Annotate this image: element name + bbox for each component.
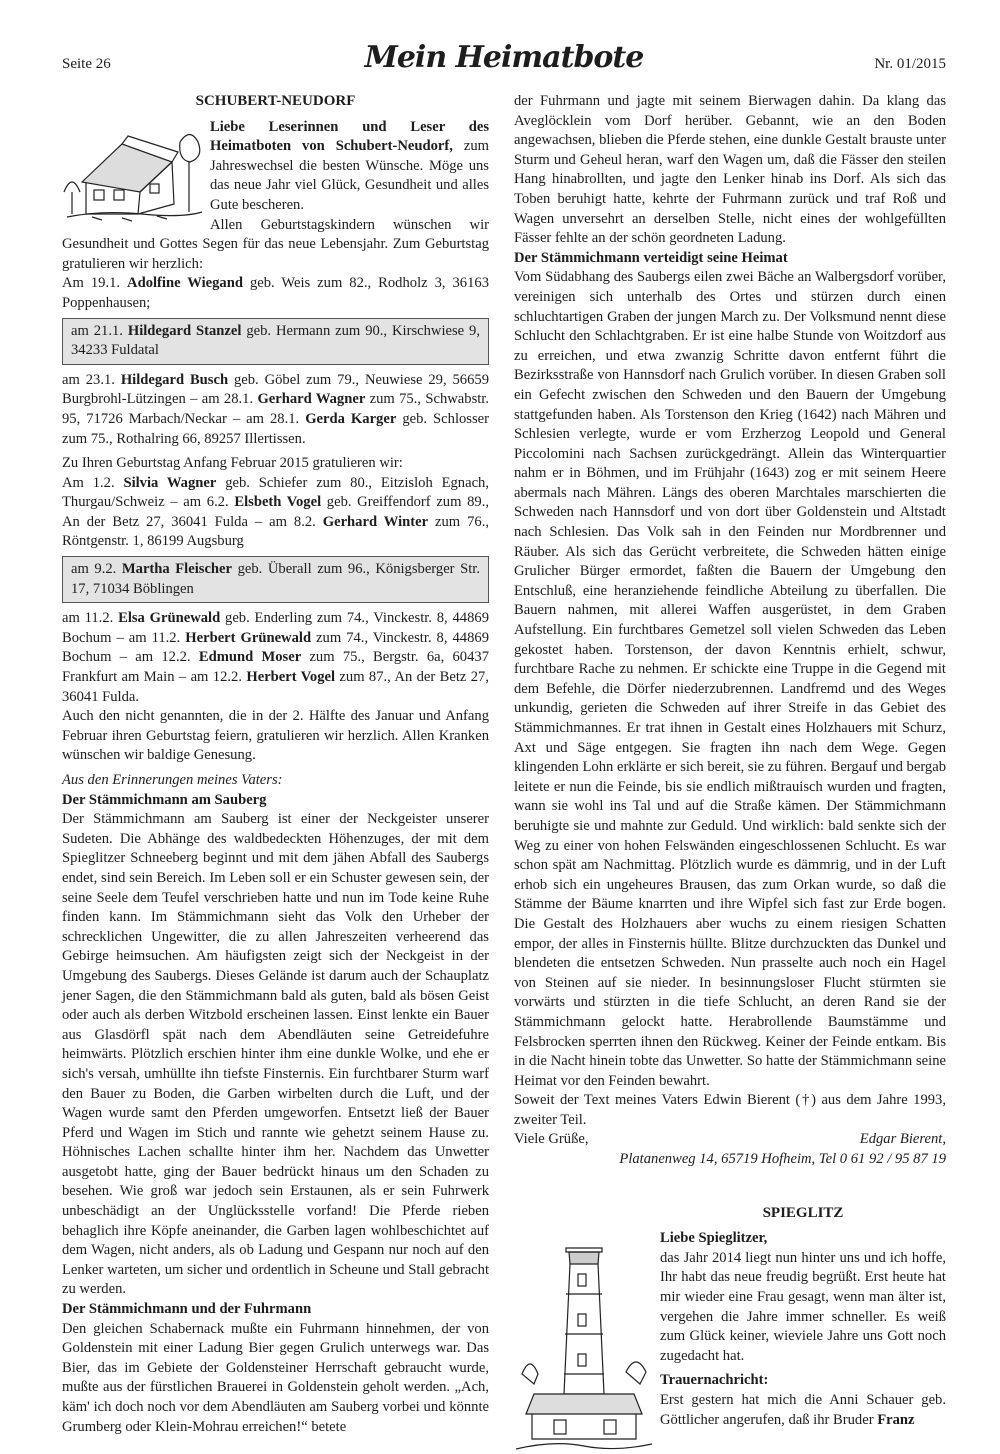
obituary-heading: Trauernachricht: [660,1372,769,1389]
author-address: Platanenweg 14, 65719 Hofheim, Tel 0 61 92 / 95 87 19 [619,1151,946,1168]
birthday-entry: Am 1.2. Silvia Wagner geb. Schiefer zum 80., Eitzisloh Egnach, Thurgau/Schweiz – am 6.2. Elsbeth Vogel geb. Greiffendorf zum 89., An der Betz 27, 36041 Fulda – am 8.2. Gerhard Winter zum 76., Röntgenstr. 1, 86199 Augsburg [62,474,490,550]
signature-line [514,1130,946,1150]
birthday-intro: Allen Geburtstagskindern wünschen wir Gesundheit und Gottes Segen für das neue Lebensjahr. Zum Geburtstag gratulieren wir herzlich: [62,216,489,272]
highlight-box-birthday: am 9.2. Martha Fleischer geb. Überall zum 96., Königsberger Str. 17, 71034 Böblingen [62,556,489,603]
closing-wishes: Auch den nicht genannten, die in der 2. Hälfte des Januar und Anfang Februar ihren Geburtstag feiern, gratulieren wir herzlich. Allen Kranken wünschen wir baldige Genesung. [62,708,489,764]
tower-illustration [514,1234,654,1454]
intro-block [62,118,489,275]
february-intro: Zu Ihren Geburtstag Anfang Februar 2015 gratulieren wir: [62,455,403,472]
story-paragraph: der Fuhrmann und jagte mit seinem Bierwagen dahin. Da klang das Aveglöcklein vom Dorf herüber. Gebannt, wie an den Boden angewachsen, blieben die Pferde stehen, eine dunkle Gestalt brauste unter Sturm und Geheul heran, warf den Wagen um, daß die Fässer den steilen Hang hinabrollten, und jagte den Lenker hinab ins Dorf. Als sich das Toben beruhigt hatte, kehrte der Fuhrmann zurück und traf Roß und Wagen unversehrt an derselben Stelle, nicht eines der wohlgefüllten Fässer fehlte an der schön geordneten Ladung. [514,93,946,247]
subheading: Der Stämmichmann verteidigt seine Heimat [514,249,788,266]
birthday-entry: Am 19.1. Adolfine Wiegand geb. Weis zum 82., Rodholz 3, 36163 Poppenhausen; [62,275,489,311]
story-paragraph: Der Stämmichmann am Sauberg ist einer der Neckgeister unserer Sudeten. Die Abhänge des waldbedeckten Höhenzuges, der mit dem Spieglitzer Schneeberg beginnt und mit dem jähen Abfall des Saubergs endet, sind sein Bereich. Im Leben soll er ein Schuster gewesen sein, der seine Seele dem Teufel verschrieben hatte und nun im Tode keine Ruhe finden kann. Im Stämmichmann sieht das Volk den Urheber der schrecklichen Ungewitter, die zu allen Jahreszeiten verheerend das Gebirge heimsuchen. Am häufigsten zeigt sich der Neckgeist in der Umgebung des Saubergs. Dieses Gelände ist darum auch der Schauplatz jener Sagen, die den Stämmichmann bald als guten, bald als bösen Geist oder auch als derben Witzbold erscheinen lassen. Einst lenkte ein Bauer aus Glasdörfl spät nach dem Abendläuten seine Getreidefuhre heimwärts. Plötzlich erschien hinter ihm eine dunkle Wolke, und ehe er sich's versah, umhüllte ihn tiefste Finsternis. Ein furchtbarer Sturm warf den Bauer zu Boden, die Garben wirbelten durch die Luft, und der Wagen wurde samt den Pferden umgeworfen. Entsetzt ließ der Bauer Pferd und Wagen im Stich und rannte wie gehetzt seinem Hause zu. Höhnisches Lachen schallte hinter ihm her. Nachdem das Unwetter ausgetobt hatte, ging der Bauer bedrückt hinaus um den Schaden zu besehen. Wie groß war jedoch sein Erstaunen, als er sein Fuhrwerk unbeschädigt an der Unglücksstelle vorfand! Die Pferde rieben behaglich ihre Köpfe aneinander, die Garben lagen wohlbeschichtet auf dem Wagen, nicht anders, als ob Ladung und Gespann nur noch auf den Lenker warteten, um sicher und ordentlich in Scheune und Stall gebracht zu werden. [62,811,489,1298]
subheading: Der Stämmichmann am Sauberg [62,791,267,808]
birthday-entry: am 23.1. Hildegard Busch geb. Göbel zum 79., Neuwiese 29, 56659 Burgbrohl-Lützingen – am 28.1. Gerhard Wagner zum 75., Schwabstr. 95, 71726 Marbach/Neckar – am 28.1. Gerda Karger geb. Schlosser zum 75., Rothalring 66, 89257 Illertissen. [62,371,490,447]
highlight-box-birthday: am 21.1. Hildegard Stanzel geb. Hermann zum 90., Kirschwiese 9, 34233 Fuldatal [62,318,489,365]
author-name: Edgar Bierent, [859,1131,946,1148]
regards: Viele Grüße, [514,1131,589,1148]
section-heading-schubert-neudorf: SCHUBERT-NEUDORF [195,93,356,109]
farmhouse-illustration [62,122,204,222]
masthead-title: Mein Heimatbote [364,40,644,75]
spieglitz-section [514,1204,946,1431]
issue-number: Nr. 01/2015 [874,56,946,72]
left-column [62,92,489,1437]
spieglitz-text: das Jahr 2014 liegt nun hinter uns und ich hoffe, Ihr habt das neue freudig begrüßt. Erst heute hat mir wieder eine Frau gesagt, wenn man älter ist, vergehen die Jahre immer schneller. Es weiß zum Glück keiner, wieviele Jahre uns Gott noch zugedacht hat. [660,1249,946,1364]
memories-intro: Aus den Erinnerungen meines Vaters: [62,772,283,788]
source-note: Soweit der Text meines Vaters Edwin Bierent (†) aus dem Jahre 1993, zweiter Teil. [514,1092,946,1128]
birthday-entry: am 11.2. Elsa Grünewald geb. Enderling zum 74., Vinckestr. 8, 44869 Bochum – am 11.2. Herbert Grünewald zum 74., Vinckestr. 8, 44869 Bochum – am 12.2. Edmund Moser zum 75., Bergstr. 6a, 60437 Frankfurt am Main – am 12.2. Herbert Vogel zum 87., An der Betz 27, 36041 Fulda. [62,610,489,705]
page-number: Seite 26 [62,56,111,72]
story-paragraph: Den gleichen Schabernack mußte ein Fuhrmann hinnehmen, der von Goldenstein mit einer Ladung Bier gegen Grulich unterwegs war. Das Bier, das im Gebiete der Goldensteiner Herrschaft gebraucht wurde, mußte aus der fürstlichen Brauerei in Goldenstein geholt werden. „Ach, käm' ich doch noch vor dem Abendläuten am Sauberg vorbei und könnte Grumberg oder Klein-Mohrau erreichen!“ betete [62,1320,489,1435]
obituary-text: Erst gestern hat mich die Anni Schauer geb. Göttlicher angerufen, daß ihr Bruder Franz [660,1392,946,1428]
section-heading-spieglitz: SPIEGLITZ [762,1204,844,1221]
right-column [514,92,946,1454]
page-header [62,38,946,78]
subheading: Der Stämmichmann und der Fuhrmann [62,1301,312,1318]
story-paragraph: Vom Südabhang des Saubergs eilen zwei Bäche an Walbergsdorf vorüber, vereinigen sich unterhalb des Ortes und stürzen durch einen schluchtartigen Graben der jungen March zu. Der Volksmund nennt diese Schlucht den Schlachtgraben. Er ist eine halbe Stunde von Woitzdorf aus zu erreichen, und etwa zwanzig Schritte davon entfernt führt die Bezirksstraße von Hannsdorf nach Grulich vorüber. In diesen Graben soll ein Gefecht zwischen den Schweden und den Bauern der Umgebung stattgefunden haben. Als Torstenson den Krieg (1642) nach Mähren und Schlesien verlegte, wurde er vom Erzherzog Leopold und General Piccolomini nach Sachsen zurückgedrängt. Allein das Winterquartier nahm er in Böhmen, und im Frühjahr (1643) zog er mit seinem Heere abermals nach Mähren. Längs des oberen Marchtales marschierten die Schweden nach Hannsdorf und von dort über Goldenstein und Altstadt nach Schlesien. Das Volk sah in den Feinden nur Mordbrenner und Räuber. Als sich das Gerücht verbreitete, die Schweden hätten einige Grulicher Bürger ermordet, faßten die Bauern der Umgebung den Entschluß, eine heranziehende feindliche Abteilung zu überfallen. Die Bauern nahmen, mit allerei Waffen ausgerüstet, in dem Graben Aufstellung. Ein furchtbares Gemetzel soll vielen Schweden das Leben gekostet haben. Torstenson, der davon Kenntnis erhielt, schwur, furchtbare Rache zu nehmen. Er schickte eine Truppe in die Gegend mit dem Befehle, die Dörfer niederzubrennen. Landfremd und des Weges unkundig, gerieten die Schweden auf ihrer Streife in das Gebiet des Stämmichmannes. Er trat ihnen in Gestalt eines Holzhauers mit Schurz, Axt und Säge entgegen. Sie fragten ihn nach dem Wege. Gegen klingenden Lohn erklärte er sich bereit, sie zu führen. Bergauf und bergab leitete er nun die Feinde, bis sie endlich mißtrauisch wurden und fragten, wann sie wohl ins Tal und auf die Straße kämen. Der Stämmichmann beruhigte sie und mahnte zur Geduld. Und wirklich: bald senkte sich der Weg zu einer von hohen Felswänden eingeschlossenen Schlucht. Es war schon spät am Nachmittag. Plötzlich wurde es dämmrig, und in der Luft erhob sich ein ungeheures Brausen, das zum Orkan wurde, so daß die Stämme der Bäume knarrten und ihre Wipfel sich fast zur Erde bogen. Die Gestalt des Holzhauers aber wuchs zu einem riesigen Schatten empor, der alles in Finsternis hüllte. Blitze durchzuckten das Dunkel und blendeten die entsetzen Schweden. Nun prasselte auch noch ein Hagel von Steinen auf sie nieder. In besinnungsloser Flucht stürmten sie vorwärts und stürzten in die tiefe Schlucht, an deren Rand sie der Stämmichmann gelockt hatte. Herabrollende Baumstämme und Felsbrocken sperrten ihnen den Rückweg. Keiner der Feinde entkam. Bis in die Nacht hinein tobte das Unwetter. So hatte der Stämmichmann seine Heimat vor den Feinden bewahrt. [514,269,946,1089]
greeting-text: zum Jahreswechsel die besten Wünsche. Möge uns das neue Jahr viel Glück, Gesundheit und alles Gute bescheren. [210,138,489,213]
greeting-salutation: Liebe Leserinnen und Leser des Heimatboten von Schubert-Neudorf, [210,118,489,155]
spieglitz-greeting: Liebe Spieglitzer, [660,1230,768,1247]
